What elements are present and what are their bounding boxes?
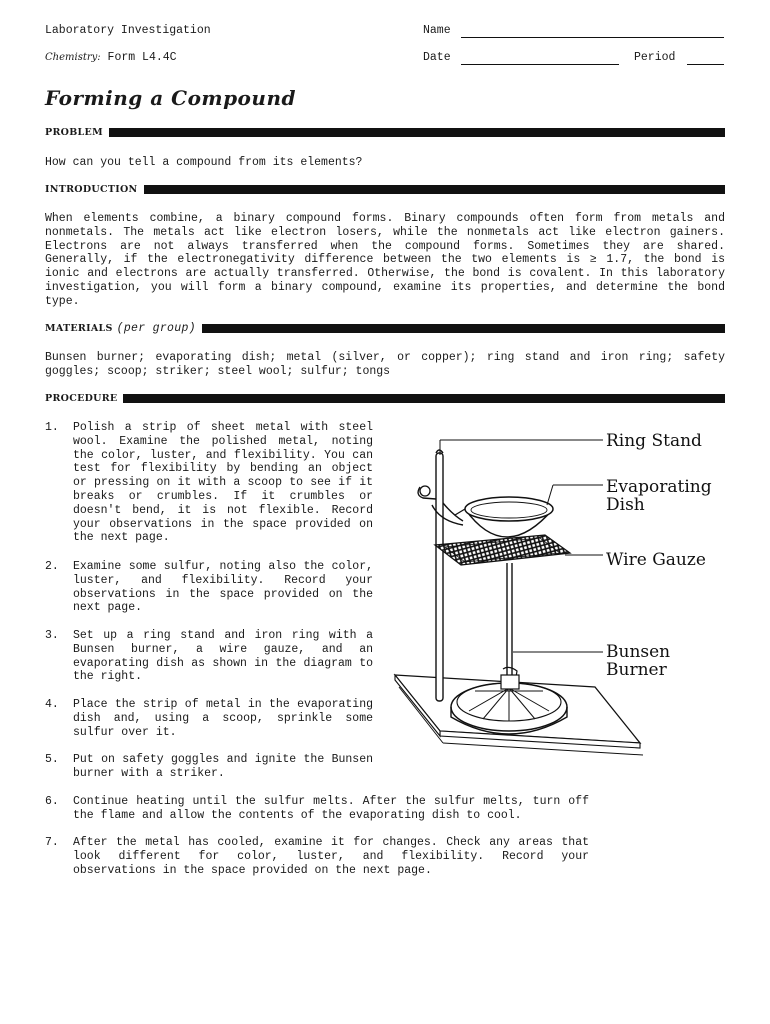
evaporating-dish-label: Evaporating Dish (606, 477, 712, 515)
procedure-step (45, 836, 589, 877)
step-number: 1. (45, 421, 59, 434)
step-text: Put on safety goggles and ignite the Bunsen burner with a striker. (73, 753, 373, 780)
procedure-step (45, 421, 373, 545)
bunsen-burner-icon (451, 563, 567, 734)
step-text: Set up a ring stand and iron ring with a Bunsen burner, a wire gauze, and an evaporating dish as shown in the diagram to the right. (73, 629, 373, 684)
name-field[interactable] (461, 37, 724, 38)
name-label: Name (423, 24, 451, 37)
form-info (45, 51, 177, 64)
introduction-header (45, 183, 725, 195)
materials-text: Bunsen burner; evaporating dish; metal (silver, or copper); ring stand and iron ring; safety goggles; scoop; striker; steel wool; sulfur; tongs (45, 351, 725, 378)
problem-heading: PROBLEM (45, 126, 103, 138)
wire-gauze-icon (435, 535, 570, 565)
date-label: Date (423, 51, 451, 64)
step-number: 5. (45, 753, 59, 766)
procedure-step (45, 795, 589, 823)
procedure-header (45, 392, 725, 404)
section-bar (123, 394, 725, 403)
evaporating-dish-icon (455, 497, 553, 537)
lab-label: Laboratory Investigation (45, 24, 211, 37)
procedure-step (45, 698, 373, 739)
step-number: 2. (45, 560, 59, 573)
form-number: Form L4.4C (107, 51, 177, 64)
procedure-heading: PROCEDURE (45, 392, 118, 404)
ring-stand-icon (418, 450, 463, 701)
step-text: Examine some sulfur, noting also the color, luster, and flexibility. Record your observations in the space provided on the next page. (73, 560, 373, 615)
step-text: Polish a strip of sheet metal with steel wool. Examine the polished metal, noting the color, luster, and flexibility. You can test for flexibility by bending an object or pressing on it with a scoop to see if it breaks or crumbles. If it crumbles or doesn't bend, it is not flexible. Record your observations in the space provided on the next page. (73, 421, 373, 545)
step-text: Place the strip of metal in the evaporating dish and, using a scoop, sprinkle some sulfur over it. (73, 698, 373, 739)
section-bar (202, 324, 725, 333)
step-number: 3. (45, 629, 59, 642)
problem-header (45, 126, 725, 138)
section-bar (144, 185, 725, 194)
date-field[interactable] (461, 64, 619, 65)
materials-heading: MATERIALS (45, 322, 113, 334)
materials-header (45, 322, 725, 334)
introduction-heading: INTRODUCTION (45, 183, 138, 195)
section-bar (109, 128, 725, 137)
ring-stand-label: Ring Stand (606, 431, 702, 451)
step-number: 4. (45, 698, 59, 711)
procedure-step (45, 560, 373, 615)
subject-label: Chemistry: (45, 52, 101, 63)
wire-gauze-label: Wire Gauze (606, 550, 706, 570)
period-label: Period (634, 51, 676, 64)
materials-note: (per group) (116, 321, 196, 335)
procedure-step (45, 629, 373, 684)
step-text: After the metal has cooled, examine it for changes. Check any areas that look different for color, luster, and flexibility. Record your observations in the space provided on the next page. (73, 836, 589, 877)
step-text: Continue heating until the sulfur melts. After the sulfur melts, turn off the flame and allow the contents of the evaporating dish to cool. (73, 795, 589, 822)
procedure-step (45, 753, 373, 781)
period-field[interactable] (687, 64, 724, 65)
step-number: 6. (45, 795, 59, 808)
problem-text: How can you tell a compound from its elements? (45, 156, 363, 169)
materials-heading-wrap (45, 322, 196, 335)
bunsen-burner-label: Bunsen Burner (606, 642, 671, 680)
page-title: Forming a Compound (45, 86, 296, 110)
introduction-text: When elements combine, a binary compound forms. Binary compounds often form from metals and nonmetals. The metals act like electron losers, while the nonmetals act like electron gainers. Electrons are not always transferred when the compound forms. Sometimes they are shared. Generally, if the electronegativity difference between the two elements is ≥ 1.7, the bond is ionic and electrons are actually transferred. Otherwise, the bond is covalent. In this laboratory investigation, you will form a binary compound, examine its properties, and determine the bond type. (45, 212, 725, 308)
step-number: 7. (45, 836, 59, 849)
